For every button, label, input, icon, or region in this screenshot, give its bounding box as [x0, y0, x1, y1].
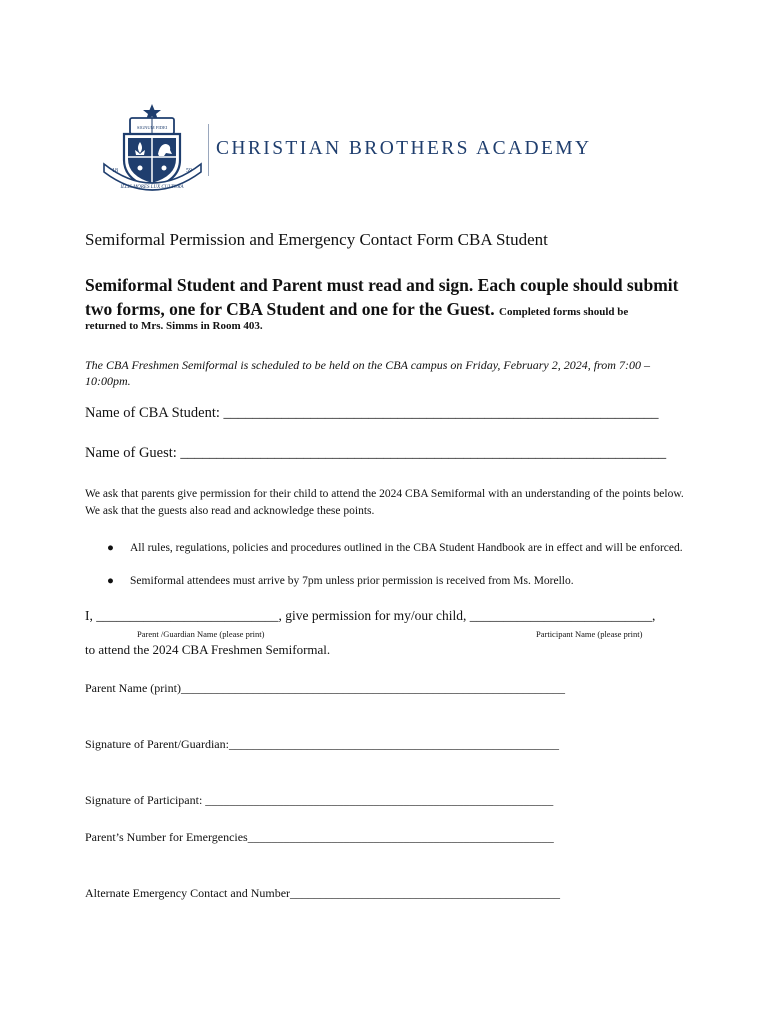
participant-signature-field[interactable]: Signature of Participant: __________________________________________________________ — [85, 793, 554, 807]
instructions-bold — [85, 273, 695, 324]
seal-year-left: 18 — [112, 168, 118, 174]
permission-statement-field[interactable]: I, ___________________________, give permission for my/our child, ___________________________, — [85, 608, 656, 623]
bullet-icon: ● — [107, 542, 114, 554]
bullet-text: Semiformal attendees must arrive by 7pm unless prior permission is received from Ms. Morello. — [130, 575, 574, 587]
form-title: Semiformal Permission and Emergency Contact Form CBA Student — [85, 230, 548, 249]
bullet-text: All rules, regulations, policies and procedures outlined in the CBA Student Handbook are in effect and will be enforced. — [130, 542, 683, 554]
seal-year-right: 59 — [186, 168, 192, 174]
student-name-field[interactable]: Name of CBA Student: ____________________________________________________________ — [85, 405, 659, 421]
parent-signature-field[interactable]: Signature of Parent/Guardian:_______________________________________________________ — [85, 737, 559, 751]
alternate-contact-field[interactable]: Alternate Emergency Contact and Number_____________________________________________ — [85, 886, 561, 900]
permission-statement-end: to attend the 2024 CBA Freshmen Semiformal. — [85, 642, 331, 657]
permission-paragraph: We ask that parents give permission for their child to attend the 2024 CBA Semiformal with an understanding of the points below. We ask that the guests also read and acknowledge these points. — [85, 488, 684, 517]
instructions-bold-text: Semiformal Student and Parent must read and sign. Each couple should submit two forms, one for CBA Student and one for the Guest. — [85, 275, 679, 319]
bullet-item — [107, 573, 715, 590]
parent-name-print-field[interactable]: Parent Name (print)________________________________________________________________ — [85, 681, 565, 695]
logo-divider — [208, 124, 209, 176]
parent-emergency-number-field[interactable]: Parent’s Number for Emergencies___________________________________________________ — [85, 830, 554, 844]
event-intro: The CBA Freshmen Semiformal is scheduled to be held on the CBA campus on Friday, February 2, 2024, from 7:00 – 10:00pm. — [85, 358, 650, 388]
parent-name-caption: Parent /Guardian Name (please print) — [137, 629, 265, 639]
bullet-icon: ● — [107, 575, 114, 587]
bullet-item — [107, 540, 715, 557]
seal-top-text: SIGNUM FIDEI — [136, 125, 168, 130]
school-name-wordmark: CHRISTIAN BROTHERS ACADEMY — [216, 138, 592, 159]
instructions-return-text: returned to Mrs. Simms in Room 403. — [85, 320, 263, 332]
cba-seal-logo — [100, 102, 205, 194]
seal-ribbon-text: ILLIS MORES LUX CULTURA — [120, 185, 184, 190]
participant-name-caption: Participant Name (please print) — [536, 629, 643, 639]
guest-name-field[interactable]: Name of Guest: ___________________________________________________________________ — [85, 445, 667, 461]
instructions-small-text: Completed forms should be — [499, 306, 629, 318]
